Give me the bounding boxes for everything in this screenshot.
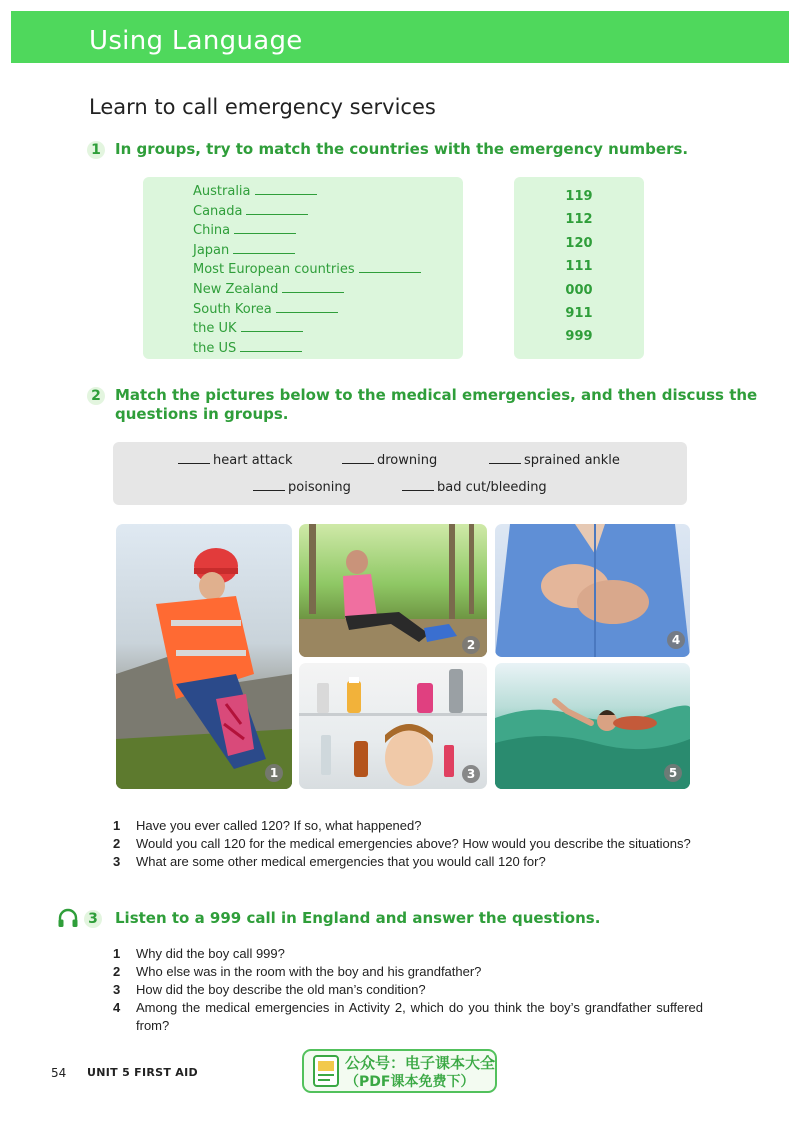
task-number-1: 1 (87, 141, 105, 159)
list-item: 911 (565, 305, 593, 321)
stamp-text-line1: 公众号：电子课本大全 (345, 1054, 496, 1072)
task-2-questions (113, 817, 703, 871)
task-3-instruction: Listen to a 999 call in England and answer the questions. (115, 909, 601, 927)
photo-label-4: 4 (667, 631, 685, 649)
emergency-drowning: drowning (342, 452, 437, 468)
list-item: New Zealand (193, 280, 421, 300)
photo-label-1: 1 (265, 764, 283, 782)
emergency-bad-cut: bad cut/bleeding (402, 479, 547, 495)
list-item: 112 (565, 212, 593, 228)
task-3-questions (113, 945, 703, 1035)
heart-attack-illustration (495, 524, 690, 657)
photo-label-3: 3 (462, 765, 480, 783)
list-item: 111 (565, 259, 593, 275)
list-item: Most European countries (193, 260, 421, 280)
list-item: Japan (193, 241, 421, 261)
list-item: 3 What are some other medical emergencies that you would call 120 for? (113, 854, 546, 869)
photo-sprained-ankle (299, 524, 487, 657)
list-item: the UK (193, 319, 421, 339)
list-item: 3 How did the boy describe the old man’s condition? (113, 982, 426, 997)
task-2-instruction-line2: questions in groups. (115, 405, 289, 423)
country-list (193, 182, 421, 358)
list-item: 999 (565, 329, 593, 345)
list-item: 119 (565, 189, 593, 204)
photo-bleeding-worker (116, 524, 292, 789)
unit-label: UNIT 5 FIRST AID (87, 1066, 198, 1079)
photo-poisoning (299, 663, 487, 789)
photo-heart-attack (495, 524, 690, 657)
list-item: China (193, 221, 421, 241)
photo-label-2: 2 (462, 636, 480, 654)
drowning-illustration (495, 663, 690, 789)
list-item: 000 (565, 282, 593, 298)
photo-label-5: 5 (664, 764, 682, 782)
list-item: 1 Have you ever called 120? If so, what happened? (113, 818, 422, 833)
page-title: Using Language (89, 26, 303, 56)
list-item: 4 Among the medical emergencies in Activity 2, which do you think the boy’s grandfather suffered from? (113, 1000, 703, 1033)
emergency-heart-attack: heart attack (178, 452, 293, 468)
task-number-3: 3 (84, 910, 102, 928)
worker-illustration (116, 524, 292, 789)
list-item: Australia (193, 182, 421, 202)
list-item: the US (193, 339, 421, 359)
task-2-instruction-line1: Match the pictures below to the medical emergencies, and then discuss the (115, 386, 758, 404)
runner-illustration (299, 524, 487, 657)
list-item: 1 Why did the boy call 999? (113, 946, 285, 961)
emergency-number-list (514, 185, 644, 349)
list-item: 2 Would you call 120 for the medical emergencies above? How would you describe the situations? (113, 836, 691, 851)
list-item: South Korea (193, 300, 421, 320)
task-number-2: 2 (87, 387, 105, 405)
stamp-text-line2: （PDF课本免费下） (345, 1074, 475, 1090)
task-1-instruction: In groups, try to match the countries with the emergency numbers. (115, 140, 689, 158)
photo-drowning (495, 663, 690, 789)
emergency-poisoning: poisoning (253, 479, 351, 495)
list-item: 120 (565, 235, 593, 251)
emergency-sprained-ankle: sprained ankle (489, 452, 620, 468)
headphones-icon[interactable] (57, 907, 79, 929)
medicine-illustration (299, 663, 487, 789)
page-number: 54 (51, 1066, 67, 1080)
list-item: 2 Who else was in the room with the boy and his grandfather? (113, 964, 482, 979)
book-icon (312, 1054, 340, 1088)
list-item: Canada (193, 202, 421, 222)
section-title: Learn to call emergency services (89, 95, 436, 119)
